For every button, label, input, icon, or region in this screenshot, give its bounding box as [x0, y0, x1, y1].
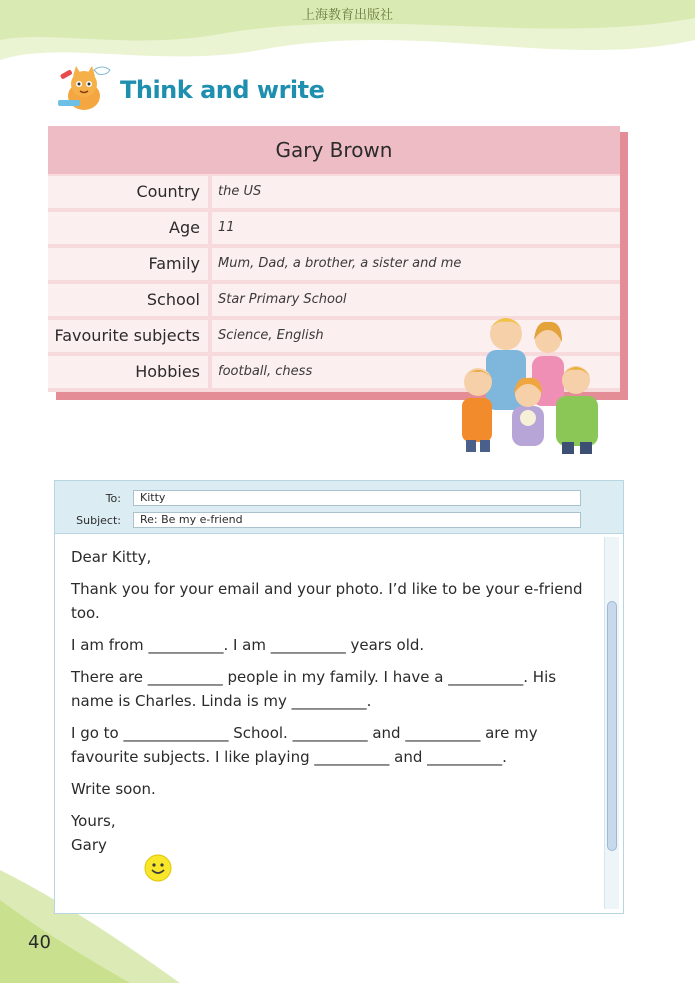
to-field: [55, 489, 581, 507]
email-signature: Gary: [71, 836, 107, 854]
profile-value: the US: [212, 176, 620, 208]
profile-label: Favourite subjects: [48, 320, 208, 352]
profile-value: 11: [212, 212, 620, 244]
profile-value: football, chess: [212, 356, 620, 388]
subject-label: Subject:: [76, 513, 121, 527]
publisher-name: 上海教育出版社: [301, 8, 393, 23]
section-title: Think and write: [120, 76, 325, 104]
profile-row-family: [48, 248, 620, 280]
profile-label: Hobbies: [48, 356, 208, 388]
section-heading: [54, 62, 324, 118]
email-header: [55, 481, 623, 534]
email-closing: Yours,: [71, 812, 116, 830]
email-greeting: Dear Kitty,: [71, 548, 152, 566]
email-paragraph: Thank you for your email and your photo. I’d like to be your e-friend too.: [71, 580, 583, 622]
email-paragraph: I am from __________. I am __________ years old.: [71, 636, 425, 654]
email-paragraph: I go to ______________ School. __________ and __________ are my favourite subjects. I like playing __________ and __________.: [71, 724, 538, 766]
profile-row-country: [48, 176, 620, 208]
profile-row-age: [48, 212, 620, 244]
email-window: [54, 480, 624, 914]
email-paragraph: Write soon.: [71, 780, 156, 798]
subject-input[interactable]: Re: Be my e-friend: [133, 512, 581, 528]
email-body[interactable]: [71, 545, 586, 857]
profile-value: Star Primary School: [212, 284, 620, 316]
profile-label: Family: [48, 248, 208, 280]
profile-label: Age: [48, 212, 208, 244]
email-scrollbar[interactable]: [604, 537, 619, 909]
profile-value: Science, English: [212, 320, 620, 352]
cat-mascot-icon: [54, 62, 118, 118]
scrollbar-thumb[interactable]: [607, 601, 617, 851]
to-input[interactable]: Kitty: [133, 490, 581, 506]
family-illustration: [452, 306, 608, 458]
smiley-icon: [143, 853, 173, 883]
email-paragraph: There are __________ people in my family. I have a __________. His name is Charles. Linda is my __________.: [71, 668, 557, 710]
subject-field: [55, 511, 581, 529]
profile-label: Country: [48, 176, 208, 208]
profile-value: Mum, Dad, a brother, a sister and me: [212, 248, 620, 280]
page-number: 40: [28, 932, 51, 953]
profile-label: School: [48, 284, 208, 316]
to-label: To:: [105, 491, 121, 505]
profile-name: Gary Brown: [48, 126, 620, 174]
